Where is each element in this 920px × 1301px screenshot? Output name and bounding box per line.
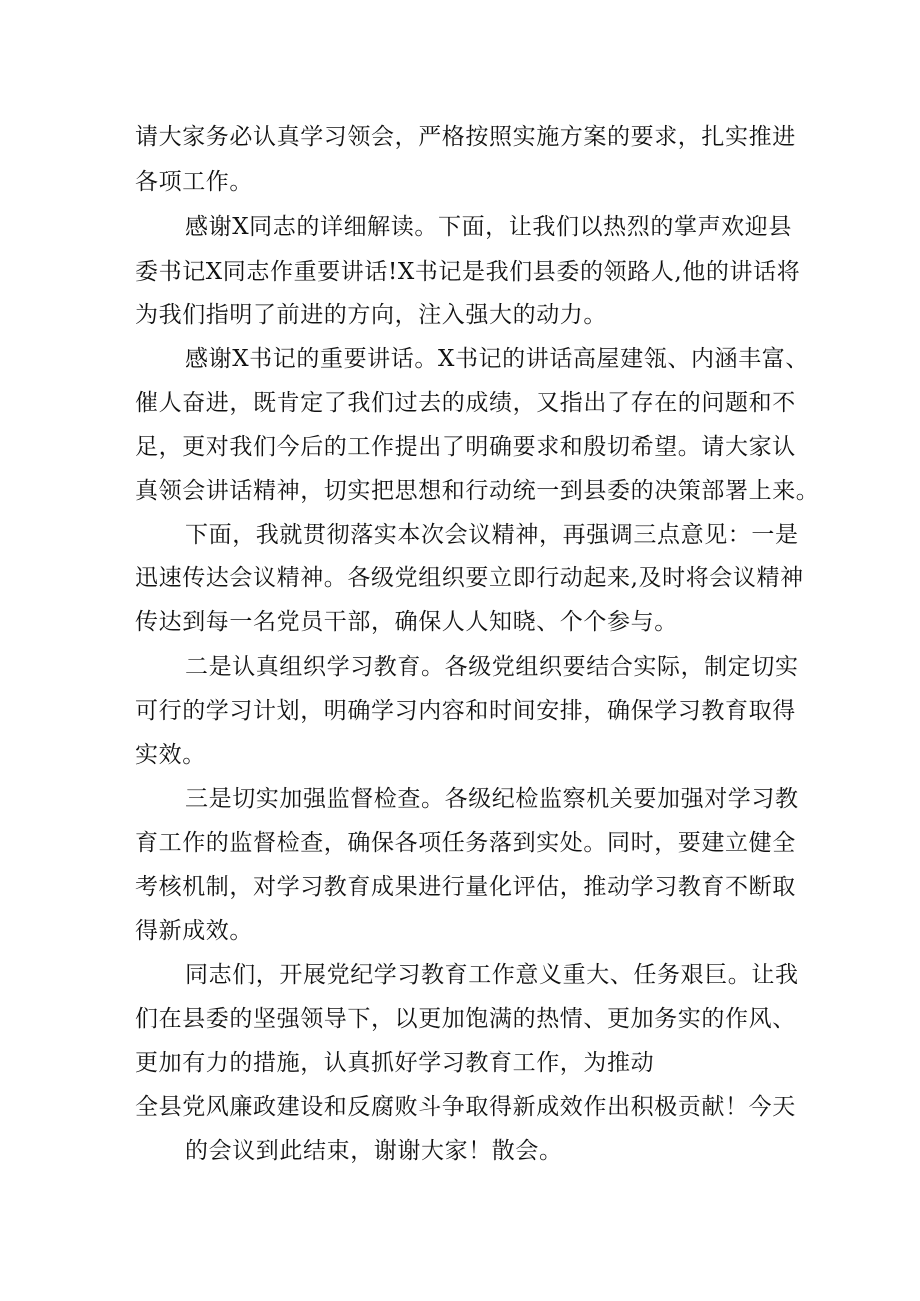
text-line: 足，更对我们今后的工作提出了明确要求和殷切希望。请大家认 xyxy=(135,434,796,460)
text-line: 二是认真组织学习教育。各级党组织要结合实际，制定切实 xyxy=(185,654,799,680)
text-line: 请大家务必认真学习领会，严格按照实施方案的要求，扎实推进 xyxy=(135,124,796,150)
text-line: 实效。 xyxy=(135,742,206,768)
text-line: 同志们，开展党纪学习教育工作意义重大、任务艰巨。让我 xyxy=(185,962,799,988)
text-line: 为我们指明了前进的方向，注入强大的动力。 xyxy=(135,302,607,328)
text-line: 迅速传达会议精神。各级党组织要立即行动起来,及时将会议精神 xyxy=(135,565,804,591)
text-line: 感谢X书记的重要讲话。X书记的讲话高屋建瓴、内涵丰富、 xyxy=(185,346,809,372)
text-line: 得新成效。 xyxy=(135,918,253,944)
text-line: 各项工作。 xyxy=(135,169,253,195)
text-line: 三是切实加强监督检查。各级纪检监察机关要加强对学习教 xyxy=(185,786,799,812)
text-line: 育工作的监督检查，确保各项任务落到实处。同时，要建立健全 xyxy=(135,830,796,856)
text-line: 催人奋进，既肯定了我们过去的成绩，又指出了存在的问题和不 xyxy=(135,390,796,416)
text-line: 传达到每一名党员干部，确保人人知晓、个个参与。 xyxy=(135,609,678,635)
text-line: 全县党风廉政建设和反腐败斗争取得新成效作出积极贡献！今天 xyxy=(135,1094,796,1120)
text-line: 感谢X同志的详细解读。下面，让我们以热烈的掌声欢迎县 xyxy=(185,214,792,240)
text-line: 委书记X同志作重要讲话!X书记是我们县委的领路人,他的讲话将 xyxy=(135,259,801,285)
text-line: 下面，我就贯彻落实本次会议精神，再强调三点意见：一是 xyxy=(185,522,799,548)
text-line: 们在县委的坚强领导下，以更加饱满的热情、更加务实的作风、 xyxy=(135,1006,796,1032)
text-line: 考核机制，对学习教育成果进行量化评估，推动学习教育不断取 xyxy=(135,874,796,900)
text-line: 可行的学习计划，明确学习内容和时间安排，确保学习教育取得 xyxy=(135,698,796,724)
text-line: 真领会讲话精神，切实把思想和行动统一到县委的决策部署上来。 xyxy=(135,478,820,504)
text-line: 更加有力的措施，认真抓好学习教育工作，为推动 xyxy=(135,1050,655,1076)
text-line: 的会议到此结束，谢谢大家！散会。 xyxy=(185,1138,563,1164)
